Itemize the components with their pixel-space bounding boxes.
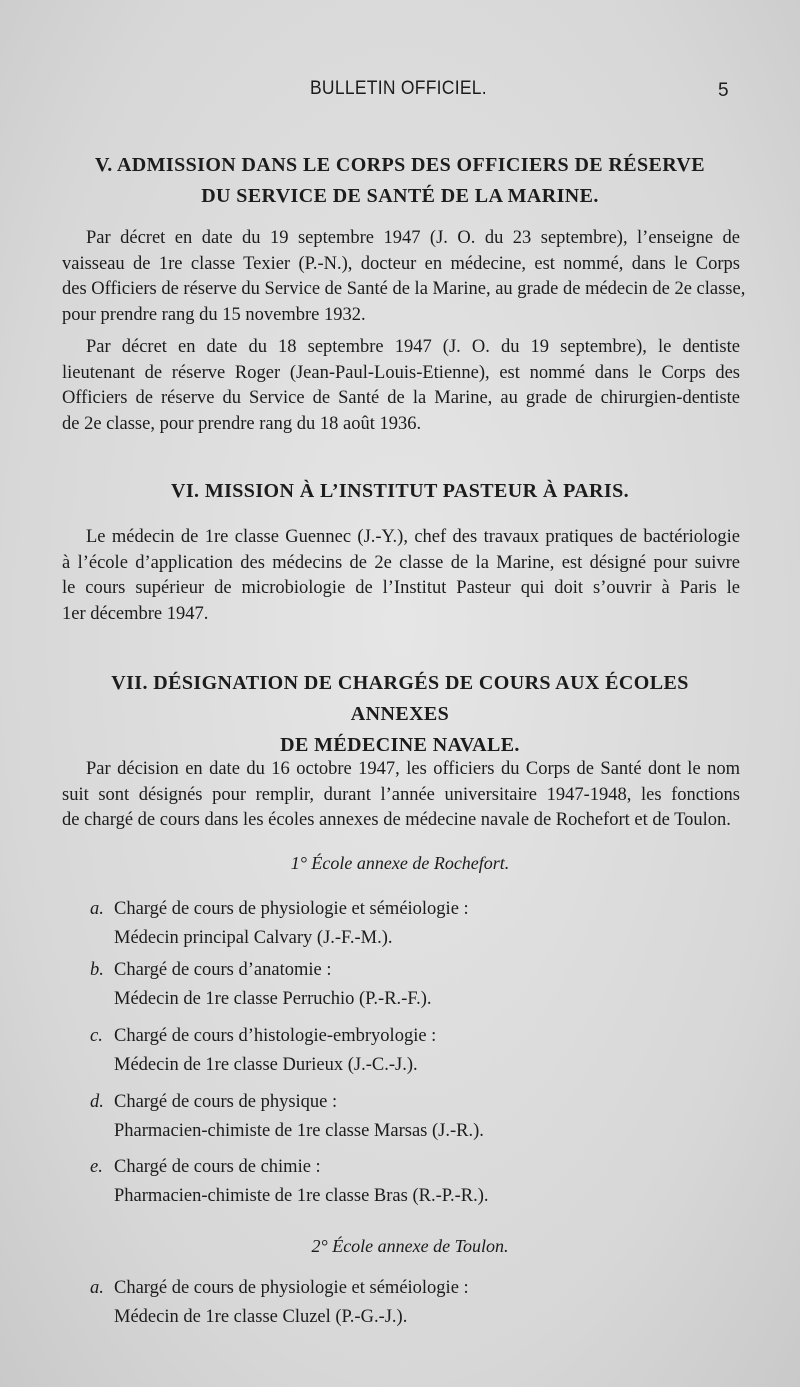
item-letter: e. [90, 1157, 103, 1177]
rochefort-item-a [90, 895, 730, 953]
section-5-heading-line-1: V. ADMISSION DANS LE CORPS DES OFFICIERS DE RÉSERVE [94, 154, 706, 176]
section-7-paragraph [62, 757, 740, 834]
section-5-heading [60, 150, 740, 212]
paragraph-line: à l’école d’application des médecins de 2e classe de la Marine, est désigné pour suivre [62, 552, 740, 573]
item-letter: a. [90, 899, 104, 919]
rochefort-subheading: 1° École annexe de Rochefort. [290, 853, 510, 873]
item-course: Chargé de cours de physiologie et séméiologie : [114, 1278, 469, 1298]
section-6-heading-text: VI. MISSION À L’INSTITUT PASTEUR À PARIS. [171, 480, 629, 502]
section-7-heading-line-2: DE MÉDECINE NAVALE. [280, 734, 520, 756]
section-7-heading [60, 668, 740, 761]
item-course: Chargé de cours de chimie : [114, 1157, 321, 1177]
item-holder: Médecin de 1re classe Durieux (J.-C.-J.). [114, 1055, 418, 1075]
section-5-paragraph-1 [62, 226, 746, 328]
page-header [0, 78, 800, 108]
paragraph-line: lieutenant de réserve Roger (Jean-Paul-Louis-Etienne), est nommé dans le Corps des [62, 362, 740, 383]
toulon-subheading: 2° École annexe de Toulon. [311, 1236, 509, 1256]
paragraph-line: Par décision en date du 16 octobre 1947, les officiers du Corps de Santé dont le nom [86, 759, 740, 779]
rochefort-item-c [90, 1022, 730, 1080]
rochefort-item-d [90, 1088, 730, 1146]
page-number: 5 [718, 80, 729, 101]
section-6-heading [60, 476, 740, 507]
paragraph-line: suit sont désignés pour remplir, durant l’année universitaire 1947-1948, les fonctions [62, 784, 740, 805]
item-holder: Pharmacien-chimiste de 1re classe Marsas (J.-R.). [114, 1121, 484, 1141]
running-title: BULLETIN OFFICIEL. [310, 78, 487, 99]
paragraph-line: pour prendre rang du 15 novembre 1932. [62, 304, 366, 325]
section-5-paragraph-2 [62, 335, 740, 437]
paragraph-line: de 2e classe, pour prendre rang du 18 août 1936. [62, 413, 422, 434]
item-letter: b. [90, 960, 104, 980]
paragraph-line: 1er décembre 1947. [62, 603, 209, 624]
section-5-heading-line-2: DU SERVICE DE SANTÉ DE LA MARINE. [201, 185, 599, 207]
item-course: Chargé de cours d’histologie-embryologie : [114, 1026, 437, 1046]
paragraph-line: vaisseau de 1re classe Texier (P.-N.), docteur en médecine, est nommé, dans le Corps [62, 253, 740, 274]
item-holder: Pharmacien-chimiste de 1re classe Bras (R.-P.-R.). [114, 1186, 489, 1206]
item-letter: a. [90, 1278, 104, 1298]
section-6-paragraph [62, 525, 740, 627]
paragraph-line: Par décret en date du 18 septembre 1947 (J. O. du 19 septembre), le dentiste [86, 337, 740, 357]
rochefort-item-e [90, 1153, 730, 1211]
paragraph-line: Officiers de réserve du Service de Santé de la Marine, au grade de chirurgien-dentiste [62, 388, 740, 409]
item-course: Chargé de cours d’anatomie : [114, 960, 332, 980]
paragraph-line: de chargé de cours dans les écoles annexes de médecine navale de Rochefort et de Toulon. [62, 810, 731, 831]
item-holder: Médecin principal Calvary (J.-F.-M.). [114, 928, 393, 948]
item-course: Chargé de cours de physique : [114, 1092, 338, 1112]
rochefort-item-b [90, 956, 730, 1014]
item-holder: Médecin de 1re classe Perruchio (P.-R.-F.). [114, 989, 432, 1009]
item-holder: Médecin de 1re classe Cluzel (P.-G.-J.). [114, 1307, 408, 1327]
paragraph-line: Le médecin de 1re classe Guennec (J.-Y.), chef des travaux pratiques de bactériologie [86, 527, 740, 547]
paragraph-line: Par décret en date du 19 septembre 1947 (J. O. du 23 septembre), l’enseigne de [86, 228, 740, 248]
toulon-item-a [90, 1274, 730, 1332]
paragraph-line: le cours supérieur de microbiologie de l’Institut Pasteur qui doit s’ouvrir à Paris le [62, 578, 740, 599]
item-letter: c. [90, 1026, 103, 1046]
item-letter: d. [90, 1092, 104, 1112]
section-7-heading-line-1: VII. DÉSIGNATION DE CHARGÉS DE COURS AUX ÉCOLES ANNEXES [111, 672, 689, 725]
paragraph-line: des Officiers de réserve du Service de Santé de la Marine, au grade de médecin de 2e classe, [62, 279, 746, 300]
item-course: Chargé de cours de physiologie et séméiologie : [114, 899, 469, 919]
